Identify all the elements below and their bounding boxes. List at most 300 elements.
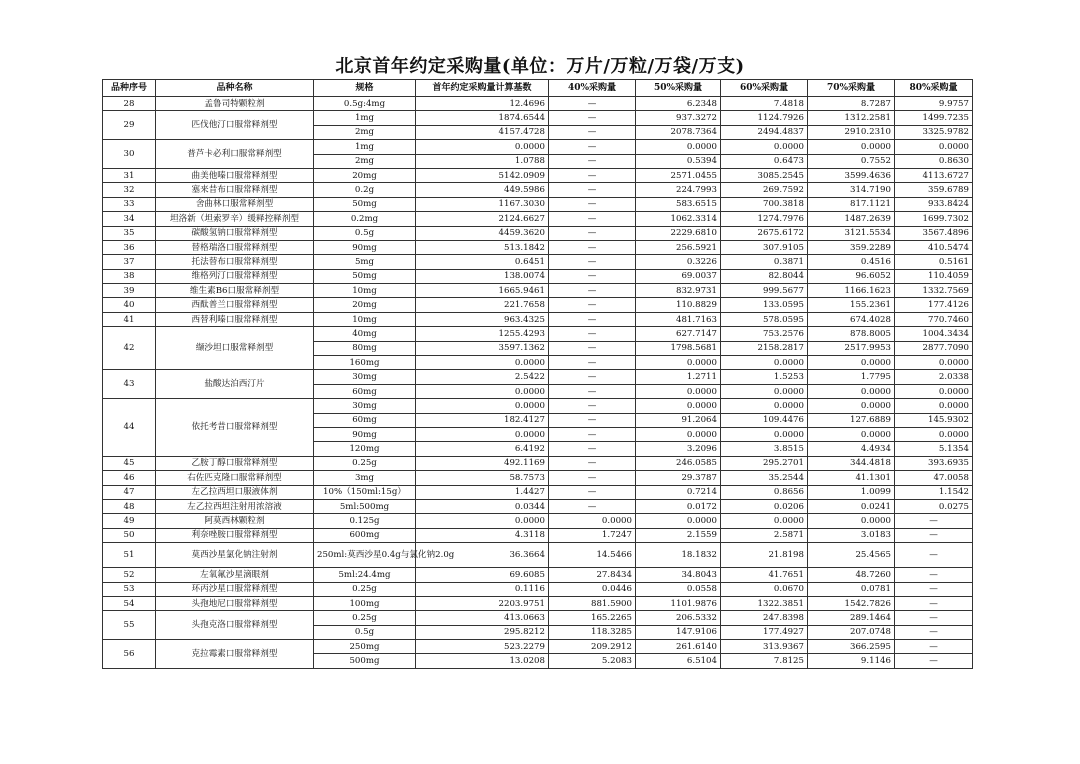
cell-50: 0.0000 (636, 140, 721, 154)
cell-50: 261.6140 (636, 640, 721, 654)
cell-spec: 2mg (314, 154, 416, 168)
cell-60: 247.8398 (721, 611, 808, 625)
cell-60: 0.8656 (721, 485, 808, 499)
cell-drug-name: 托法替布口服常释剂型 (156, 255, 314, 269)
cell-40: 1.7247 (549, 528, 636, 542)
cell-80: — (895, 543, 973, 568)
cell-base: 13.0208 (416, 654, 549, 668)
cell-80: — (895, 654, 973, 668)
cell-base: 513.1842 (416, 240, 549, 254)
cell-80: — (895, 596, 973, 610)
cell-spec: 0.2g (314, 183, 416, 197)
cell-base: 449.5986 (416, 183, 549, 197)
header-spec: 规格 (314, 80, 416, 97)
cell-60: 1322.3851 (721, 596, 808, 610)
cell-seq: 52 (103, 568, 156, 582)
cell-70: 1.7795 (808, 370, 895, 384)
cell-80: 0.0000 (895, 399, 973, 413)
table-row (103, 183, 973, 197)
cell-70: 9.1146 (808, 654, 895, 668)
cell-40: — (549, 111, 636, 125)
cell-80: — (895, 582, 973, 596)
header-seq: 品种序号 (103, 80, 156, 97)
cell-40: — (549, 140, 636, 154)
cell-40: — (549, 212, 636, 226)
cell-spec: 5ml:24.4mg (314, 568, 416, 582)
cell-base: 0.0000 (416, 514, 549, 528)
cell-60: 307.9105 (721, 240, 808, 254)
cell-40: — (549, 442, 636, 456)
cell-seq: 34 (103, 212, 156, 226)
cell-50: 206.5332 (636, 611, 721, 625)
cell-drug-name: 曲美他嗪口服常释剂型 (156, 168, 314, 182)
cell-60: 578.0595 (721, 312, 808, 326)
cell-drug-name: 左氧氟沙星滴眼剂 (156, 568, 314, 582)
cell-50: 2229.6810 (636, 226, 721, 240)
cell-seq: 56 (103, 640, 156, 669)
cell-spec: 3mg (314, 471, 416, 485)
cell-drug-name: 依托考昔口服常释剂型 (156, 399, 314, 457)
cell-70: 127.6889 (808, 413, 895, 427)
cell-80: 1699.7302 (895, 212, 973, 226)
cell-drug-name: 缬沙坦口服常释剂型 (156, 327, 314, 370)
cell-70: 0.0241 (808, 499, 895, 513)
table-row (103, 327, 973, 341)
cell-60: 2494.4837 (721, 125, 808, 139)
cell-base: 5142.0909 (416, 168, 549, 182)
cell-80: 177.4126 (895, 298, 973, 312)
cell-spec: 250mg (314, 640, 416, 654)
cell-50: 0.0000 (636, 356, 721, 370)
cell-50: 6.5104 (636, 654, 721, 668)
cell-drug-name: 西替利嗪口服常释剂型 (156, 312, 314, 326)
cell-spec: 0.25g (314, 611, 416, 625)
cell-spec: 50mg (314, 197, 416, 211)
cell-80: 2.0338 (895, 370, 973, 384)
cell-40: 118.3285 (549, 625, 636, 639)
cell-spec: 1mg (314, 111, 416, 125)
cell-spec: 5ml:500mg (314, 499, 416, 513)
procurement-table (102, 79, 973, 669)
cell-base: 492.1169 (416, 456, 549, 470)
cell-50: 583.6515 (636, 197, 721, 211)
table-row (103, 471, 973, 485)
cell-spec: 20mg (314, 168, 416, 182)
cell-70: 2517.9953 (808, 341, 895, 355)
cell-80: — (895, 611, 973, 625)
cell-seq: 44 (103, 399, 156, 457)
cell-80: 1.1542 (895, 485, 973, 499)
cell-70: 289.1464 (808, 611, 895, 625)
cell-spec: 10%（150ml:15g） (314, 485, 416, 499)
cell-seq: 48 (103, 499, 156, 513)
table-row (103, 312, 973, 326)
cell-50: 0.0172 (636, 499, 721, 513)
cell-70: 155.2361 (808, 298, 895, 312)
cell-base: 1665.9461 (416, 284, 549, 298)
table-row (103, 543, 973, 568)
cell-spec: 0.2mg (314, 212, 416, 226)
cell-seq: 50 (103, 528, 156, 542)
cell-40: — (549, 154, 636, 168)
cell-seq: 55 (103, 611, 156, 640)
cell-base: 0.0000 (416, 384, 549, 398)
table-row (103, 485, 973, 499)
cell-seq: 39 (103, 284, 156, 298)
cell-80: 1332.7569 (895, 284, 973, 298)
cell-base: 0.0000 (416, 140, 549, 154)
cell-seq: 49 (103, 514, 156, 528)
cell-50: 1101.9876 (636, 596, 721, 610)
cell-base: 0.0344 (416, 499, 549, 513)
table-row (103, 582, 973, 596)
cell-50: 0.7214 (636, 485, 721, 499)
cell-70: 1312.2581 (808, 111, 895, 125)
cell-70: 0.0000 (808, 514, 895, 528)
cell-70: 25.4565 (808, 543, 895, 568)
cell-40: 165.2265 (549, 611, 636, 625)
cell-60: 21.8198 (721, 543, 808, 568)
table-row (103, 140, 973, 154)
cell-40: — (549, 399, 636, 413)
cell-drug-name: 阿莫西林颗粒剂 (156, 514, 314, 528)
table-row (103, 255, 973, 269)
cell-spec: 50mg (314, 269, 416, 283)
table-body (103, 97, 973, 669)
cell-50: 481.7163 (636, 312, 721, 326)
cell-50: 627.7147 (636, 327, 721, 341)
cell-60: 3.8515 (721, 442, 808, 456)
cell-60: 7.4818 (721, 97, 808, 111)
cell-80: 410.5474 (895, 240, 973, 254)
cell-70: 8.7287 (808, 97, 895, 111)
cell-base: 1255.4293 (416, 327, 549, 341)
cell-80: 5.1354 (895, 442, 973, 456)
cell-drug-name: 维格列汀口服常释剂型 (156, 269, 314, 283)
cell-80: 3325.9782 (895, 125, 973, 139)
cell-80: — (895, 528, 973, 542)
cell-70: 0.0000 (808, 384, 895, 398)
cell-60: 700.3818 (721, 197, 808, 211)
cell-50: 2.1559 (636, 528, 721, 542)
cell-80: 0.5161 (895, 255, 973, 269)
cell-base: 1.4427 (416, 485, 549, 499)
cell-spec: 2mg (314, 125, 416, 139)
cell-70: 314.7190 (808, 183, 895, 197)
cell-80: 110.4059 (895, 269, 973, 283)
cell-base: 2124.6627 (416, 212, 549, 226)
cell-80: 770.7460 (895, 312, 973, 326)
cell-80: — (895, 568, 973, 582)
cell-40: 881.5900 (549, 596, 636, 610)
cell-base: 12.4696 (416, 97, 549, 111)
cell-spec: 0.25g (314, 582, 416, 596)
cell-40: — (549, 284, 636, 298)
cell-50: 18.1832 (636, 543, 721, 568)
cell-base: 0.0000 (416, 356, 549, 370)
cell-drug-name: 头孢克洛口服常释剂型 (156, 611, 314, 640)
cell-spec: 600mg (314, 528, 416, 542)
cell-70: 878.8005 (808, 327, 895, 341)
cell-drug-name: 乙胺丁醇口服常释剂型 (156, 456, 314, 470)
cell-spec: 0.5g (314, 625, 416, 639)
cell-70: 344.4818 (808, 456, 895, 470)
cell-spec: 5mg (314, 255, 416, 269)
cell-base: 4.3118 (416, 528, 549, 542)
table-row (103, 298, 973, 312)
cell-50: 147.9106 (636, 625, 721, 639)
cell-60: 0.0000 (721, 399, 808, 413)
cell-60: 0.3871 (721, 255, 808, 269)
cell-60: 0.0000 (721, 427, 808, 441)
cell-40: — (549, 125, 636, 139)
cell-base: 1.0788 (416, 154, 549, 168)
cell-50: 256.5921 (636, 240, 721, 254)
table-row (103, 269, 973, 283)
table-row (103, 97, 973, 111)
cell-40: — (549, 97, 636, 111)
header-70: 70%采购量 (808, 80, 895, 97)
cell-seq: 42 (103, 327, 156, 370)
cell-60: 2675.6172 (721, 226, 808, 240)
cell-50: 91.2064 (636, 413, 721, 427)
cell-60: 1274.7976 (721, 212, 808, 226)
table-row (103, 514, 973, 528)
cell-50: 0.5394 (636, 154, 721, 168)
cell-40: — (549, 427, 636, 441)
cell-70: 1166.1623 (808, 284, 895, 298)
cell-spec: 90mg (314, 240, 416, 254)
cell-base: 6.4192 (416, 442, 549, 456)
cell-drug-name: 环丙沙星口服常释剂型 (156, 582, 314, 596)
cell-base: 295.8212 (416, 625, 549, 639)
cell-40: 209.2912 (549, 640, 636, 654)
cell-seq: 51 (103, 543, 156, 568)
cell-60: 0.0000 (721, 356, 808, 370)
cell-spec: 90mg (314, 427, 416, 441)
table-row (103, 226, 973, 240)
cell-80: 4113.6727 (895, 168, 973, 182)
cell-40: — (549, 226, 636, 240)
cell-50: 0.0000 (636, 427, 721, 441)
cell-80: 0.0000 (895, 384, 973, 398)
cell-70: 366.2595 (808, 640, 895, 654)
cell-40: — (549, 456, 636, 470)
table-row (103, 596, 973, 610)
table-row (103, 399, 973, 413)
cell-70: 2910.2310 (808, 125, 895, 139)
cell-drug-name: 坦洛新（坦索罗辛）缓释控释剂型 (156, 212, 314, 226)
table-row (103, 456, 973, 470)
cell-drug-name: 西酞普兰口服常释剂型 (156, 298, 314, 312)
cell-60: 0.0206 (721, 499, 808, 513)
cell-40: — (549, 197, 636, 211)
cell-50: 1798.5681 (636, 341, 721, 355)
cell-40: — (549, 413, 636, 427)
cell-spec: 1mg (314, 140, 416, 154)
cell-base: 963.4325 (416, 312, 549, 326)
cell-70: 817.1121 (808, 197, 895, 211)
cell-spec: 40mg (314, 327, 416, 341)
cell-80: 0.0000 (895, 356, 973, 370)
cell-seq: 40 (103, 298, 156, 312)
cell-70: 207.0748 (808, 625, 895, 639)
cell-70: 48.7260 (808, 568, 895, 582)
cell-80: 393.6935 (895, 456, 973, 470)
cell-base: 58.7573 (416, 471, 549, 485)
cell-base: 2.5422 (416, 370, 549, 384)
cell-60: 999.5677 (721, 284, 808, 298)
table-row (103, 611, 973, 625)
cell-base: 69.6085 (416, 568, 549, 582)
header-80: 80%采购量 (895, 80, 973, 97)
cell-spec: 120mg (314, 442, 416, 456)
cell-drug-name: 替格瑞洛口服常释剂型 (156, 240, 314, 254)
cell-drug-name: 头孢地尼口服常释剂型 (156, 596, 314, 610)
cell-40: — (549, 240, 636, 254)
cell-40: 5.2083 (549, 654, 636, 668)
cell-60: 753.2576 (721, 327, 808, 341)
cell-40: — (549, 384, 636, 398)
cell-drug-name: 左乙拉西坦注射用浓溶液 (156, 499, 314, 513)
cell-60: 0.0000 (721, 514, 808, 528)
cell-40: 0.0000 (549, 514, 636, 528)
cell-spec: 500mg (314, 654, 416, 668)
cell-60: 269.7592 (721, 183, 808, 197)
cell-70: 0.0000 (808, 140, 895, 154)
cell-base: 36.3664 (416, 543, 549, 568)
cell-80: 359.6789 (895, 183, 973, 197)
cell-base: 2203.9751 (416, 596, 549, 610)
table-row (103, 168, 973, 182)
cell-80: 9.9757 (895, 97, 973, 111)
cell-spec: 30mg (314, 370, 416, 384)
cell-base: 0.6451 (416, 255, 549, 269)
cell-50: 937.3272 (636, 111, 721, 125)
cell-70: 0.0000 (808, 356, 895, 370)
table-row (103, 212, 973, 226)
table-row (103, 284, 973, 298)
cell-50: 3.2096 (636, 442, 721, 456)
cell-70: 0.0000 (808, 399, 895, 413)
cell-50: 246.0585 (636, 456, 721, 470)
header-base: 首年约定采购量计算基数 (416, 80, 549, 97)
cell-40: — (549, 341, 636, 355)
cell-80: 0.0275 (895, 499, 973, 513)
cell-drug-name: 左乙拉西坦口服液体剂 (156, 485, 314, 499)
cell-base: 221.7658 (416, 298, 549, 312)
cell-drug-name: 舍曲林口服常释剂型 (156, 197, 314, 211)
cell-base: 182.4127 (416, 413, 549, 427)
table-row (103, 568, 973, 582)
cell-seq: 32 (103, 183, 156, 197)
cell-40: — (549, 485, 636, 499)
cell-40: — (549, 356, 636, 370)
header-row (103, 80, 973, 97)
cell-60: 3085.2545 (721, 168, 808, 182)
cell-50: 69.0037 (636, 269, 721, 283)
cell-80: 145.9302 (895, 413, 973, 427)
cell-50: 224.7993 (636, 183, 721, 197)
cell-80: — (895, 514, 973, 528)
cell-base: 1874.6544 (416, 111, 549, 125)
table-row (103, 499, 973, 513)
cell-base: 0.0000 (416, 427, 549, 441)
cell-drug-name: 克拉霉素口服常释剂型 (156, 640, 314, 669)
cell-base: 4459.3620 (416, 226, 549, 240)
cell-40: — (549, 312, 636, 326)
cell-70: 96.6052 (808, 269, 895, 283)
cell-50: 832.9731 (636, 284, 721, 298)
cell-60: 41.7651 (721, 568, 808, 582)
cell-spec: 0.5g (314, 226, 416, 240)
cell-seq: 43 (103, 370, 156, 399)
cell-60: 1124.7926 (721, 111, 808, 125)
cell-spec: 0.5g:4mg (314, 97, 416, 111)
cell-50: 1062.3314 (636, 212, 721, 226)
table-row (103, 370, 973, 384)
cell-80: 1004.3434 (895, 327, 973, 341)
cell-40: — (549, 168, 636, 182)
cell-70: 0.4516 (808, 255, 895, 269)
cell-drug-name: 莫西沙星氯化钠注射剂 (156, 543, 314, 568)
header-40: 40%采购量 (549, 80, 636, 97)
table-row (103, 240, 973, 254)
cell-base: 1167.3030 (416, 197, 549, 211)
table-row (103, 528, 973, 542)
cell-spec: 30mg (314, 399, 416, 413)
cell-80: 2877.7090 (895, 341, 973, 355)
cell-seq: 37 (103, 255, 156, 269)
cell-40: — (549, 471, 636, 485)
cell-seq: 36 (103, 240, 156, 254)
cell-seq: 35 (103, 226, 156, 240)
cell-70: 3.0183 (808, 528, 895, 542)
cell-spec: 100mg (314, 596, 416, 610)
cell-60: 1.5253 (721, 370, 808, 384)
cell-50: 1.2711 (636, 370, 721, 384)
cell-50: 0.0000 (636, 514, 721, 528)
cell-80: 0.0000 (895, 140, 973, 154)
cell-seq: 28 (103, 97, 156, 111)
cell-spec: 60mg (314, 384, 416, 398)
cell-40: — (549, 269, 636, 283)
cell-drug-name: 利奈唑胺口服常释剂型 (156, 528, 314, 542)
table-row (103, 197, 973, 211)
cell-40: — (549, 183, 636, 197)
cell-base: 413.0663 (416, 611, 549, 625)
cell-drug-name: 匹伐他汀口服常释剂型 (156, 111, 314, 140)
cell-drug-name: 孟鲁司特颗粒剂 (156, 97, 314, 111)
cell-60: 2158.2817 (721, 341, 808, 355)
cell-80: 3567.4896 (895, 226, 973, 240)
cell-seq: 33 (103, 197, 156, 211)
cell-60: 313.9367 (721, 640, 808, 654)
cell-70: 0.7552 (808, 154, 895, 168)
cell-base: 138.0074 (416, 269, 549, 283)
cell-base: 523.2279 (416, 640, 549, 654)
cell-seq: 38 (103, 269, 156, 283)
cell-50: 110.8829 (636, 298, 721, 312)
cell-50: 2571.0455 (636, 168, 721, 182)
cell-base: 0.1116 (416, 582, 549, 596)
cell-70: 0.0781 (808, 582, 895, 596)
cell-50: 0.3226 (636, 255, 721, 269)
cell-spec: 20mg (314, 298, 416, 312)
cell-60: 2.5871 (721, 528, 808, 542)
cell-80: 933.8424 (895, 197, 973, 211)
cell-60: 0.0000 (721, 140, 808, 154)
